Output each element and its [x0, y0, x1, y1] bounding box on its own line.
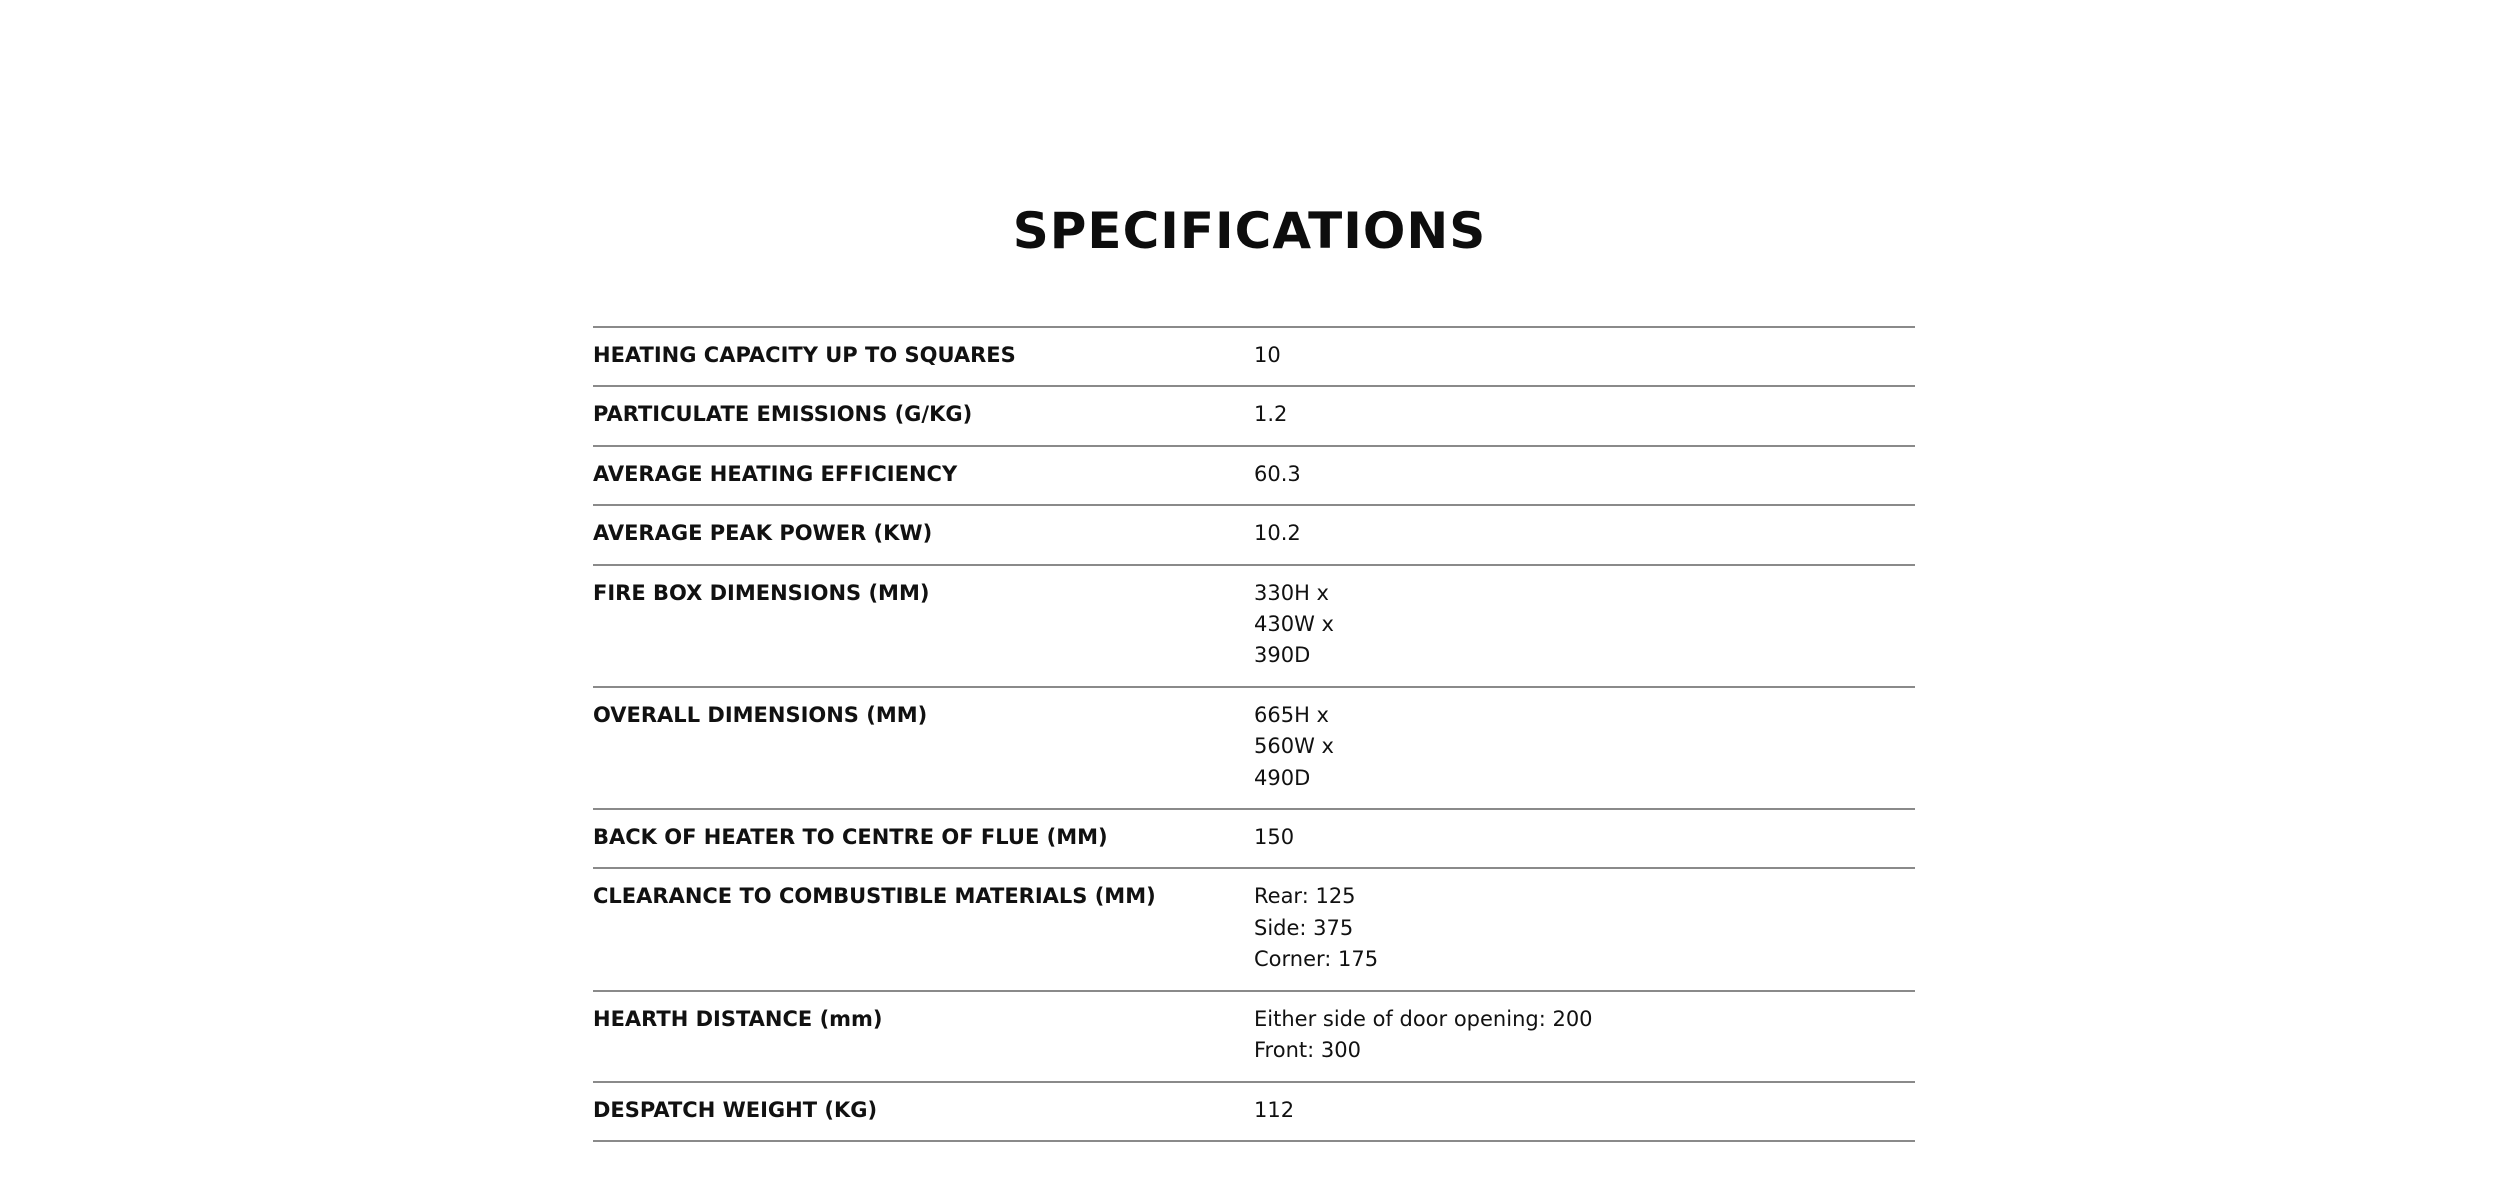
- spec-value-line: Either side of door opening: 200: [1254, 1006, 1593, 1031]
- spec-value: [1254, 1095, 1915, 1126]
- spec-value-line: 390D: [1254, 643, 1311, 668]
- spec-row-clearance: [593, 869, 1915, 991]
- spec-value-line: Front: 300: [1254, 1038, 1361, 1063]
- spec-value-line: 560W x: [1254, 734, 1334, 759]
- spec-value: [1254, 399, 1915, 430]
- spec-value: [1254, 822, 1915, 853]
- spec-value-line: Rear: 125: [1254, 884, 1356, 909]
- spec-value-line: Side: 375: [1254, 915, 1354, 940]
- spec-value-line: 112: [1254, 1097, 1295, 1122]
- spec-value-line: 490D: [1254, 765, 1311, 790]
- spec-value-line: 150: [1254, 825, 1295, 850]
- specifications-table: [593, 326, 1915, 1142]
- page-title: SPECIFICATIONS: [1012, 202, 1487, 260]
- spec-label: CLEARANCE TO COMBUSTIBLE MATERIALS (MM): [593, 884, 1156, 909]
- spec-row-hearth-distance: [593, 992, 1915, 1083]
- spec-value: [1254, 459, 1915, 490]
- spec-row-fire-box-dimensions: [593, 566, 1915, 688]
- spec-label: PARTICULATE EMISSIONS (G/KG): [593, 402, 973, 427]
- spec-value: [1254, 518, 1915, 549]
- spec-label: HEARTH DISTANCE (mm): [593, 1006, 883, 1031]
- spec-label: BACK OF HEATER TO CENTRE OF FLUE (MM): [593, 825, 1108, 850]
- spec-label: OVERALL DIMENSIONS (MM): [593, 702, 928, 727]
- spec-value-line: 10.2: [1254, 521, 1301, 546]
- spec-row-average-heating-efficiency: [593, 447, 1915, 506]
- spec-value-line: 430W x: [1254, 612, 1334, 637]
- spec-row-overall-dimensions: [593, 688, 1915, 810]
- spec-value: [1254, 578, 1915, 672]
- spec-row-back-to-flue: [593, 810, 1915, 869]
- spec-value-line: 60.3: [1254, 461, 1301, 486]
- spec-value: [1254, 881, 1915, 975]
- spec-value: [1254, 700, 1915, 794]
- spec-value-line: 10: [1254, 343, 1281, 367]
- spec-label: DESPATCH WEIGHT (KG): [593, 1097, 878, 1122]
- spec-row-particulate-emissions: [593, 387, 1915, 446]
- spec-row-despatch-weight: [593, 1083, 1915, 1142]
- spec-value-line: 1.2: [1254, 402, 1288, 427]
- spec-label: AVERAGE PEAK POWER (KW): [593, 521, 933, 546]
- spec-row-average-peak-power: [593, 506, 1915, 565]
- spec-value-line: 665H x: [1254, 702, 1329, 727]
- spec-value: [1254, 1004, 1915, 1067]
- spec-label: HEATING CAPACITY UP TO SQUARES: [593, 343, 1016, 367]
- spec-value-line: 330H x: [1254, 580, 1329, 605]
- spec-row-heating-capacity: [593, 328, 1915, 387]
- spec-label: AVERAGE HEATING EFFICIENCY: [593, 461, 958, 486]
- spec-value: [1254, 340, 1915, 371]
- spec-value-line: Corner: 175: [1254, 947, 1379, 972]
- spec-label: FIRE BOX DIMENSIONS (MM): [593, 580, 930, 605]
